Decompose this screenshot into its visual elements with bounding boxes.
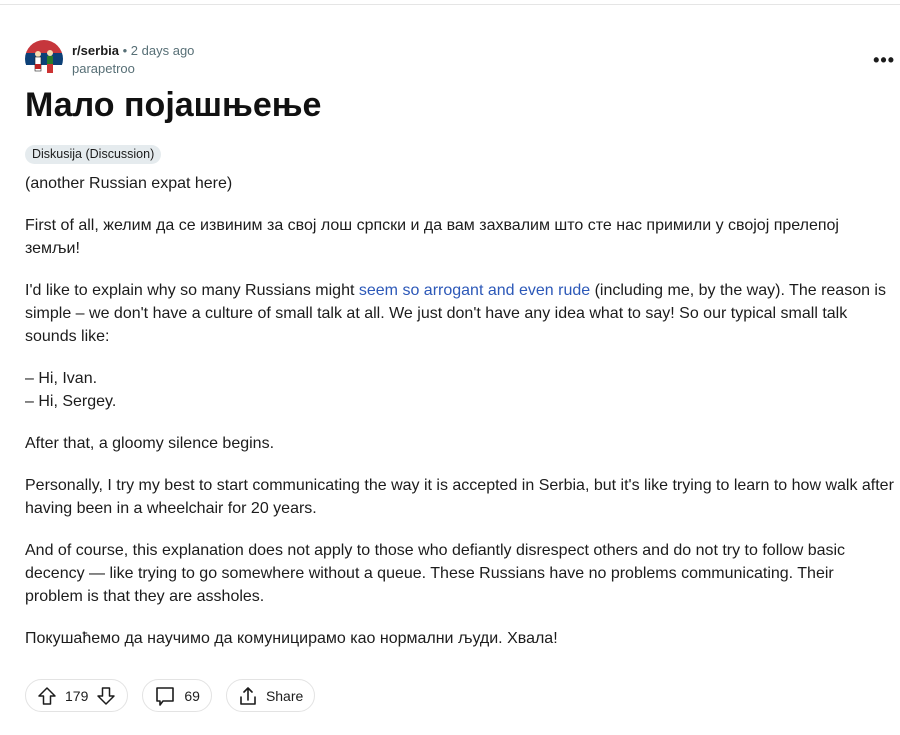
paragraph bbox=[25, 279, 895, 348]
share-icon bbox=[238, 686, 258, 706]
post-actions bbox=[25, 679, 315, 712]
downvote-icon[interactable] bbox=[96, 686, 116, 706]
vote-count: 179 bbox=[65, 687, 89, 704]
subreddit-link[interactable]: r/serbia bbox=[72, 43, 119, 58]
text: I'd like to explain why so many Russians might bbox=[25, 282, 359, 299]
inline-link[interactable]: seem so arrogant and even rude bbox=[358, 282, 591, 299]
comment-icon bbox=[154, 685, 176, 707]
subreddit-avatar[interactable] bbox=[25, 40, 63, 78]
post-header bbox=[25, 40, 194, 78]
dialog-line: – Hi, Sergey. bbox=[25, 393, 117, 410]
paragraph: Покушаћемо да научимо да комуницирамо као нормални људи. Хвала! bbox=[25, 630, 558, 647]
upvote-icon[interactable] bbox=[37, 686, 57, 706]
more-options-icon[interactable]: ••• bbox=[873, 50, 895, 70]
dialog-line: – Hi, Ivan. bbox=[25, 370, 98, 387]
post-time: 2 days ago bbox=[130, 43, 195, 58]
post-title: Мало појашњење bbox=[25, 86, 322, 124]
comments-button[interactable] bbox=[142, 679, 212, 712]
vote-bar bbox=[25, 679, 128, 712]
share-label: Share bbox=[265, 687, 304, 704]
text: (including me, by the way). The reason is simple – we don't have a culture of small talk at all. We just don't have any idea what to say! So our typical small talk sounds like: bbox=[25, 282, 886, 345]
post-flair[interactable]: Diskusija (Discussion) bbox=[25, 145, 161, 164]
comment-count: 69 bbox=[184, 687, 200, 704]
paragraph: And of course, this explanation does not apply to those who defiantly disrespect others and do not try to follow basic decency — like trying to go somewhere without a queue. These Russians have no problems communicating. Their problem is that they are assholes. bbox=[25, 542, 846, 605]
paragraph: First of all, желим да се извиним за свој лош српски и да вам захвалим што сте нас примили у својој прелепој земљи! bbox=[25, 217, 839, 257]
paragraph bbox=[25, 367, 895, 413]
author-link[interactable]: parapetroo bbox=[72, 61, 135, 76]
top-divider bbox=[0, 4, 900, 5]
paragraph: Personally, I try my best to start communicating the way it is accepted in Serbia, but it's like trying to learn to how walk after having been in a wheelchair for 20 years. bbox=[25, 477, 894, 517]
separator: • bbox=[122, 43, 128, 58]
paragraph: (another Russian expat here) bbox=[25, 175, 233, 192]
share-button[interactable] bbox=[226, 679, 315, 712]
post-body bbox=[25, 172, 895, 669]
paragraph: After that, a gloomy silence begins. bbox=[25, 435, 275, 452]
